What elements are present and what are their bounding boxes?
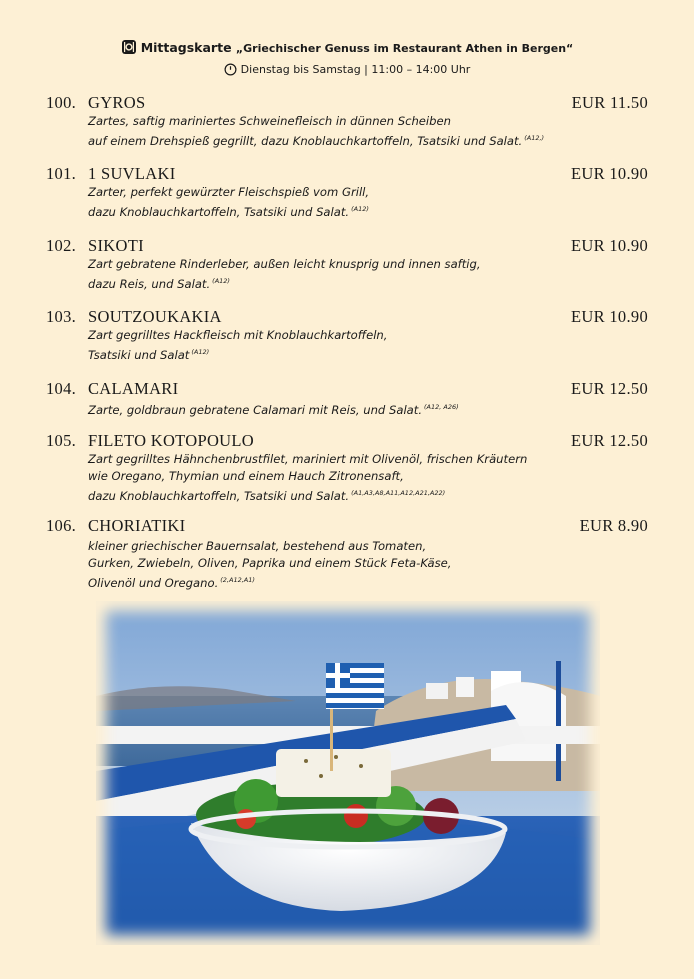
description-line: Zart gebratene Rinderleber, außen leicht knusprig und innen saftig, bbox=[88, 257, 481, 271]
description-line: kleiner griechischer Bauernsalat, bestehend aus Tomaten, bbox=[88, 539, 427, 553]
item-price: EUR 12.50 bbox=[571, 379, 648, 398]
item-number: 106. bbox=[46, 516, 77, 535]
allergen-codes: (2,A12,A1) bbox=[220, 576, 255, 584]
item-description bbox=[88, 113, 648, 150]
description-line: Olivenöl und Oregano. bbox=[88, 576, 219, 590]
cutlery-icon bbox=[121, 39, 137, 61]
menu-item-fileto-kotopoulo bbox=[46, 431, 648, 505]
item-price: EUR 12.50 bbox=[571, 431, 648, 450]
item-name: SIKOTI bbox=[88, 236, 144, 255]
allergen-codes: (A12, A26) bbox=[424, 403, 459, 411]
description-line: wie Oregano, Thymian und einem Hauch Zitronensaft, bbox=[88, 469, 404, 483]
greek-salad-photo bbox=[96, 601, 600, 945]
allergen-codes: (A12) bbox=[351, 205, 369, 213]
description-line: dazu Knoblauchkartoffeln, Tsatsiki und Salat. bbox=[88, 205, 350, 219]
description-line: Zart gegrilltes Hackfleisch mit Knoblauchkartoffeln, bbox=[88, 328, 388, 342]
item-number: 100. bbox=[46, 93, 77, 112]
description-line: Zarter, perfekt gewürzter Fleischspieß vom Grill, bbox=[88, 185, 370, 199]
menu-title-line bbox=[0, 38, 694, 61]
allergen-codes: (A1,A3,A8,A11,A12,A21,A22) bbox=[351, 489, 446, 497]
description-line: auf einem Drehspieß gegrillt, dazu Knoblauchkartoffeln, Tsatsiki und Salat. bbox=[88, 134, 523, 148]
allergen-codes: (A12,) bbox=[524, 134, 545, 142]
item-description bbox=[88, 451, 648, 505]
menu-title: Mittagskarte bbox=[140, 40, 232, 55]
menu-header bbox=[0, 38, 694, 81]
item-price: EUR 10.90 bbox=[571, 307, 648, 326]
menu-item-calamari bbox=[46, 379, 648, 419]
opening-hours: Dienstag bis Samstag | 11:00 – 14:00 Uhr bbox=[240, 63, 471, 76]
item-number: 105. bbox=[46, 431, 77, 450]
item-name: FILETO KOTOPOULO bbox=[88, 431, 254, 450]
opening-hours-line bbox=[0, 62, 694, 81]
item-number: 104. bbox=[46, 379, 77, 398]
item-number: 101. bbox=[46, 164, 77, 183]
allergen-codes: (A12) bbox=[212, 277, 230, 285]
item-price: EUR 10.90 bbox=[571, 236, 648, 255]
item-name: CALAMARI bbox=[88, 379, 179, 398]
item-description bbox=[88, 399, 648, 419]
item-number: 102. bbox=[46, 236, 77, 255]
menu-item-sikoti bbox=[46, 236, 648, 293]
item-description bbox=[88, 256, 648, 293]
allergen-codes: (A12) bbox=[191, 348, 210, 356]
menu-item-suvlaki bbox=[46, 164, 648, 221]
description-line: Zartes, saftig mariniertes Schweinefleisch in dünnen Scheiben bbox=[88, 114, 451, 128]
greek-flag-icon bbox=[326, 663, 384, 709]
description-line: dazu Knoblauchkartoffeln, Tsatsiki und Salat. bbox=[88, 489, 350, 503]
item-name: GYROS bbox=[88, 93, 146, 112]
menu-item-choriatiki bbox=[46, 516, 648, 592]
description-line: Zarte, goldbraun gebratene Calamari mit Reis, und Salat. bbox=[88, 403, 422, 417]
item-price: EUR 11.50 bbox=[571, 93, 648, 112]
description-line: Gurken, Zwiebeln, Oliven, Paprika und einem Stück Feta-Käse, bbox=[88, 556, 452, 570]
item-description bbox=[88, 538, 648, 592]
item-name: 1 SUVLAKI bbox=[88, 164, 176, 183]
menu-subtitle: „Griechischer Genuss im Restaurant Athen in Bergen“ bbox=[235, 42, 574, 55]
menu-item-gyros bbox=[46, 93, 648, 150]
menu-item-soutzoukakia bbox=[46, 307, 648, 364]
item-number: 103. bbox=[46, 307, 77, 326]
description-line: dazu Reis, und Salat. bbox=[88, 277, 211, 291]
item-name: CHORIATIKI bbox=[88, 516, 186, 535]
item-description bbox=[88, 327, 648, 364]
clock-icon bbox=[224, 63, 237, 81]
description-line: Tsatsiki und Salat bbox=[88, 348, 190, 362]
item-price: EUR 10.90 bbox=[571, 164, 648, 183]
item-price: EUR 8.90 bbox=[579, 516, 648, 535]
description-line: Zart gegrilltes Hähnchenbrustfilet, mariniert mit Olivenöl, frischen Kräutern bbox=[88, 452, 528, 466]
item-description bbox=[88, 184, 648, 221]
item-name: SOUTZOUKAKIA bbox=[88, 307, 222, 326]
